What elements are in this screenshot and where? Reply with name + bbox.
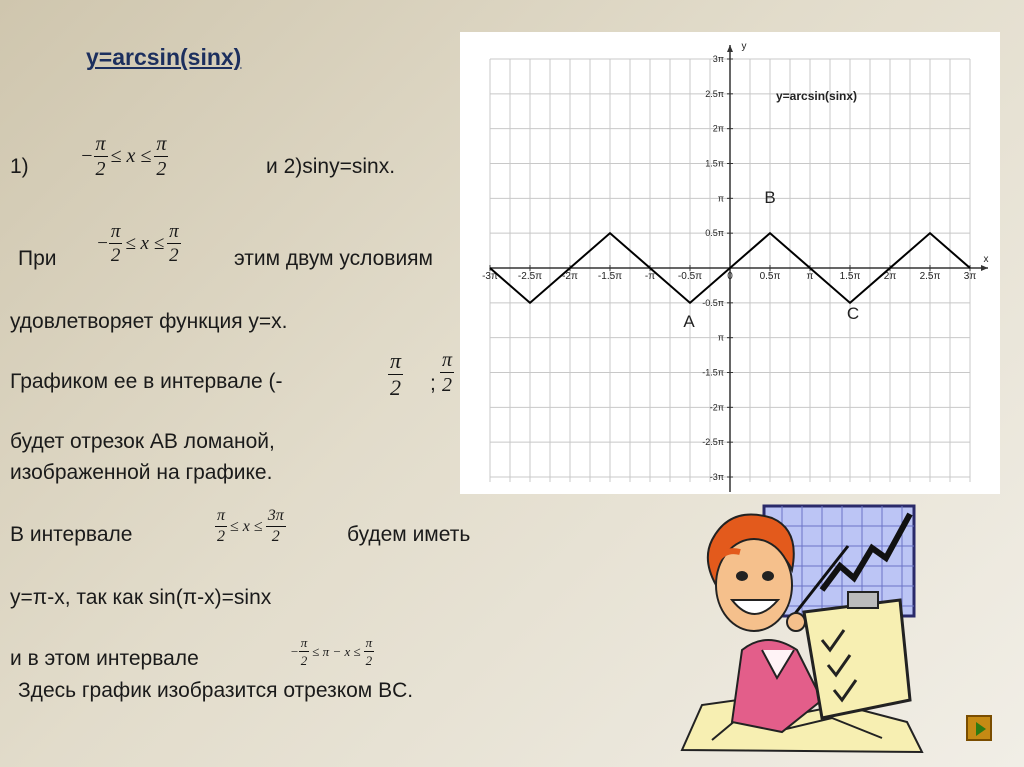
inequality-text: ≤ x ≤ <box>110 145 152 167</box>
y-tick-label: 1.5π <box>705 158 724 169</box>
fraction-numerator: π <box>300 635 308 650</box>
line4-prefix: Графиком ее в интервале (- <box>10 370 283 393</box>
y-tick-label: -0.5π <box>702 297 724 308</box>
play-arrow-icon <box>976 722 986 736</box>
x-tick-label: 2.5π <box>919 271 941 282</box>
teacher-illustration <box>672 500 932 762</box>
condition-1-formula <box>80 134 168 179</box>
point-label-a: A <box>683 311 695 331</box>
next-slide-button[interactable] <box>966 715 992 741</box>
slide-title: y=arcsin(sinx) <box>86 44 242 70</box>
point-label-b: B <box>764 188 776 208</box>
y-tick-label: -3π <box>709 472 724 482</box>
interval-right-fraction <box>440 350 454 395</box>
x-tick-label: 0.5π <box>759 271 781 282</box>
y-axis-arrow-icon <box>727 45 733 52</box>
x-axis-arrow-icon <box>981 265 988 271</box>
interval-separator: ; <box>430 372 436 395</box>
condition-2-formula <box>96 222 181 265</box>
fraction-numerator: π <box>95 133 106 155</box>
y-tick-label: 2π <box>712 123 724 134</box>
clipboard <box>804 592 910 718</box>
fraction-numerator: 3π <box>266 508 286 527</box>
y-axis-label: y <box>741 41 747 52</box>
condition-3-formula <box>215 508 286 545</box>
line8-prefix: и в этом интервале <box>10 647 199 670</box>
line6-prefix: В интервале <box>10 523 133 546</box>
fraction-denominator: 2 <box>442 374 453 396</box>
fraction-denominator: 2 <box>110 245 121 266</box>
minus-sign: − <box>80 145 94 167</box>
fraction-denominator: 2 <box>169 245 179 266</box>
fraction-numerator: π <box>215 508 227 527</box>
line2-suffix: этим двум условиям <box>234 247 433 270</box>
chart-canvas <box>460 32 1000 494</box>
x-tick-label: 3π <box>963 271 977 282</box>
x-tick-label: 2π <box>883 271 897 282</box>
fraction-denominator: 2 <box>156 158 167 180</box>
x-tick-label: -1.5π <box>597 271 623 282</box>
line1-suffix: и 2)siny=sinx. <box>266 155 396 178</box>
x-tick-label: 0 <box>727 271 733 282</box>
fraction-numerator: π <box>169 221 179 242</box>
y-tick-label: 0.5π <box>705 228 724 239</box>
x-tick-label: -2.5π <box>517 271 543 282</box>
condition-4-formula <box>290 636 374 667</box>
line2-prefix: При <box>18 247 57 270</box>
chart-panel <box>460 32 1000 494</box>
y-tick-label: π <box>717 332 724 343</box>
fraction-numerator: π <box>365 635 373 650</box>
fraction-denominator: 2 <box>217 528 225 545</box>
minus-sign: − <box>96 232 109 254</box>
y-tick-label: 2.5π <box>705 88 724 99</box>
x-axis-label: x <box>983 254 989 265</box>
chart-title: y=arcsin(sinx) <box>776 88 858 103</box>
fraction-numerator: π <box>442 349 453 371</box>
x-tick-label: -2π <box>562 271 578 282</box>
y-tick-label: π <box>717 193 724 204</box>
fraction-numerator: π <box>390 348 402 373</box>
inequality-text: ≤ x ≤ <box>125 232 165 254</box>
line7-text: y=π-x, так как sin(π-x)=sinx <box>10 586 272 609</box>
fraction-numerator: π <box>156 133 167 155</box>
fraction-denominator: 2 <box>300 653 308 668</box>
fraction-denominator: 2 <box>390 375 402 400</box>
x-tick-label: π <box>806 271 814 282</box>
minus-sign: − <box>290 643 299 659</box>
x-tick-label: -π <box>644 271 656 282</box>
line5b-text: изображенной на графике. <box>10 461 273 484</box>
point-label-c: C <box>846 303 860 323</box>
y-tick-label: -2π <box>709 402 724 413</box>
fraction-denominator: 2 <box>95 158 106 180</box>
teacher-head <box>708 514 794 631</box>
fraction-numerator: π <box>110 221 121 242</box>
fraction-denominator: 2 <box>365 653 373 668</box>
y-tick-label: -1.5π <box>702 367 724 378</box>
fraction-denominator: 2 <box>271 528 280 545</box>
y-tick-label: -2.5π <box>702 437 724 448</box>
line9-text: Здесь график изобразится отрезком BC. <box>18 679 414 702</box>
line3-text: удовлетворяет функция y=x. <box>10 310 288 333</box>
x-tick-label: 1.5π <box>839 271 861 282</box>
line1-prefix: 1) <box>10 155 29 178</box>
line5a-text: будет отрезок AB ломаной, <box>10 430 275 453</box>
x-tick-label: -3π <box>482 271 498 282</box>
y-tick-label: 3π <box>712 54 724 64</box>
line6-suffix: будем иметь <box>347 523 471 546</box>
inequality-text: ≤ π − x ≤ <box>312 643 361 659</box>
x-tick-label: -0.5π <box>677 271 703 282</box>
interval-left-fraction <box>388 350 403 399</box>
inequality-text: ≤ x ≤ <box>230 517 263 535</box>
